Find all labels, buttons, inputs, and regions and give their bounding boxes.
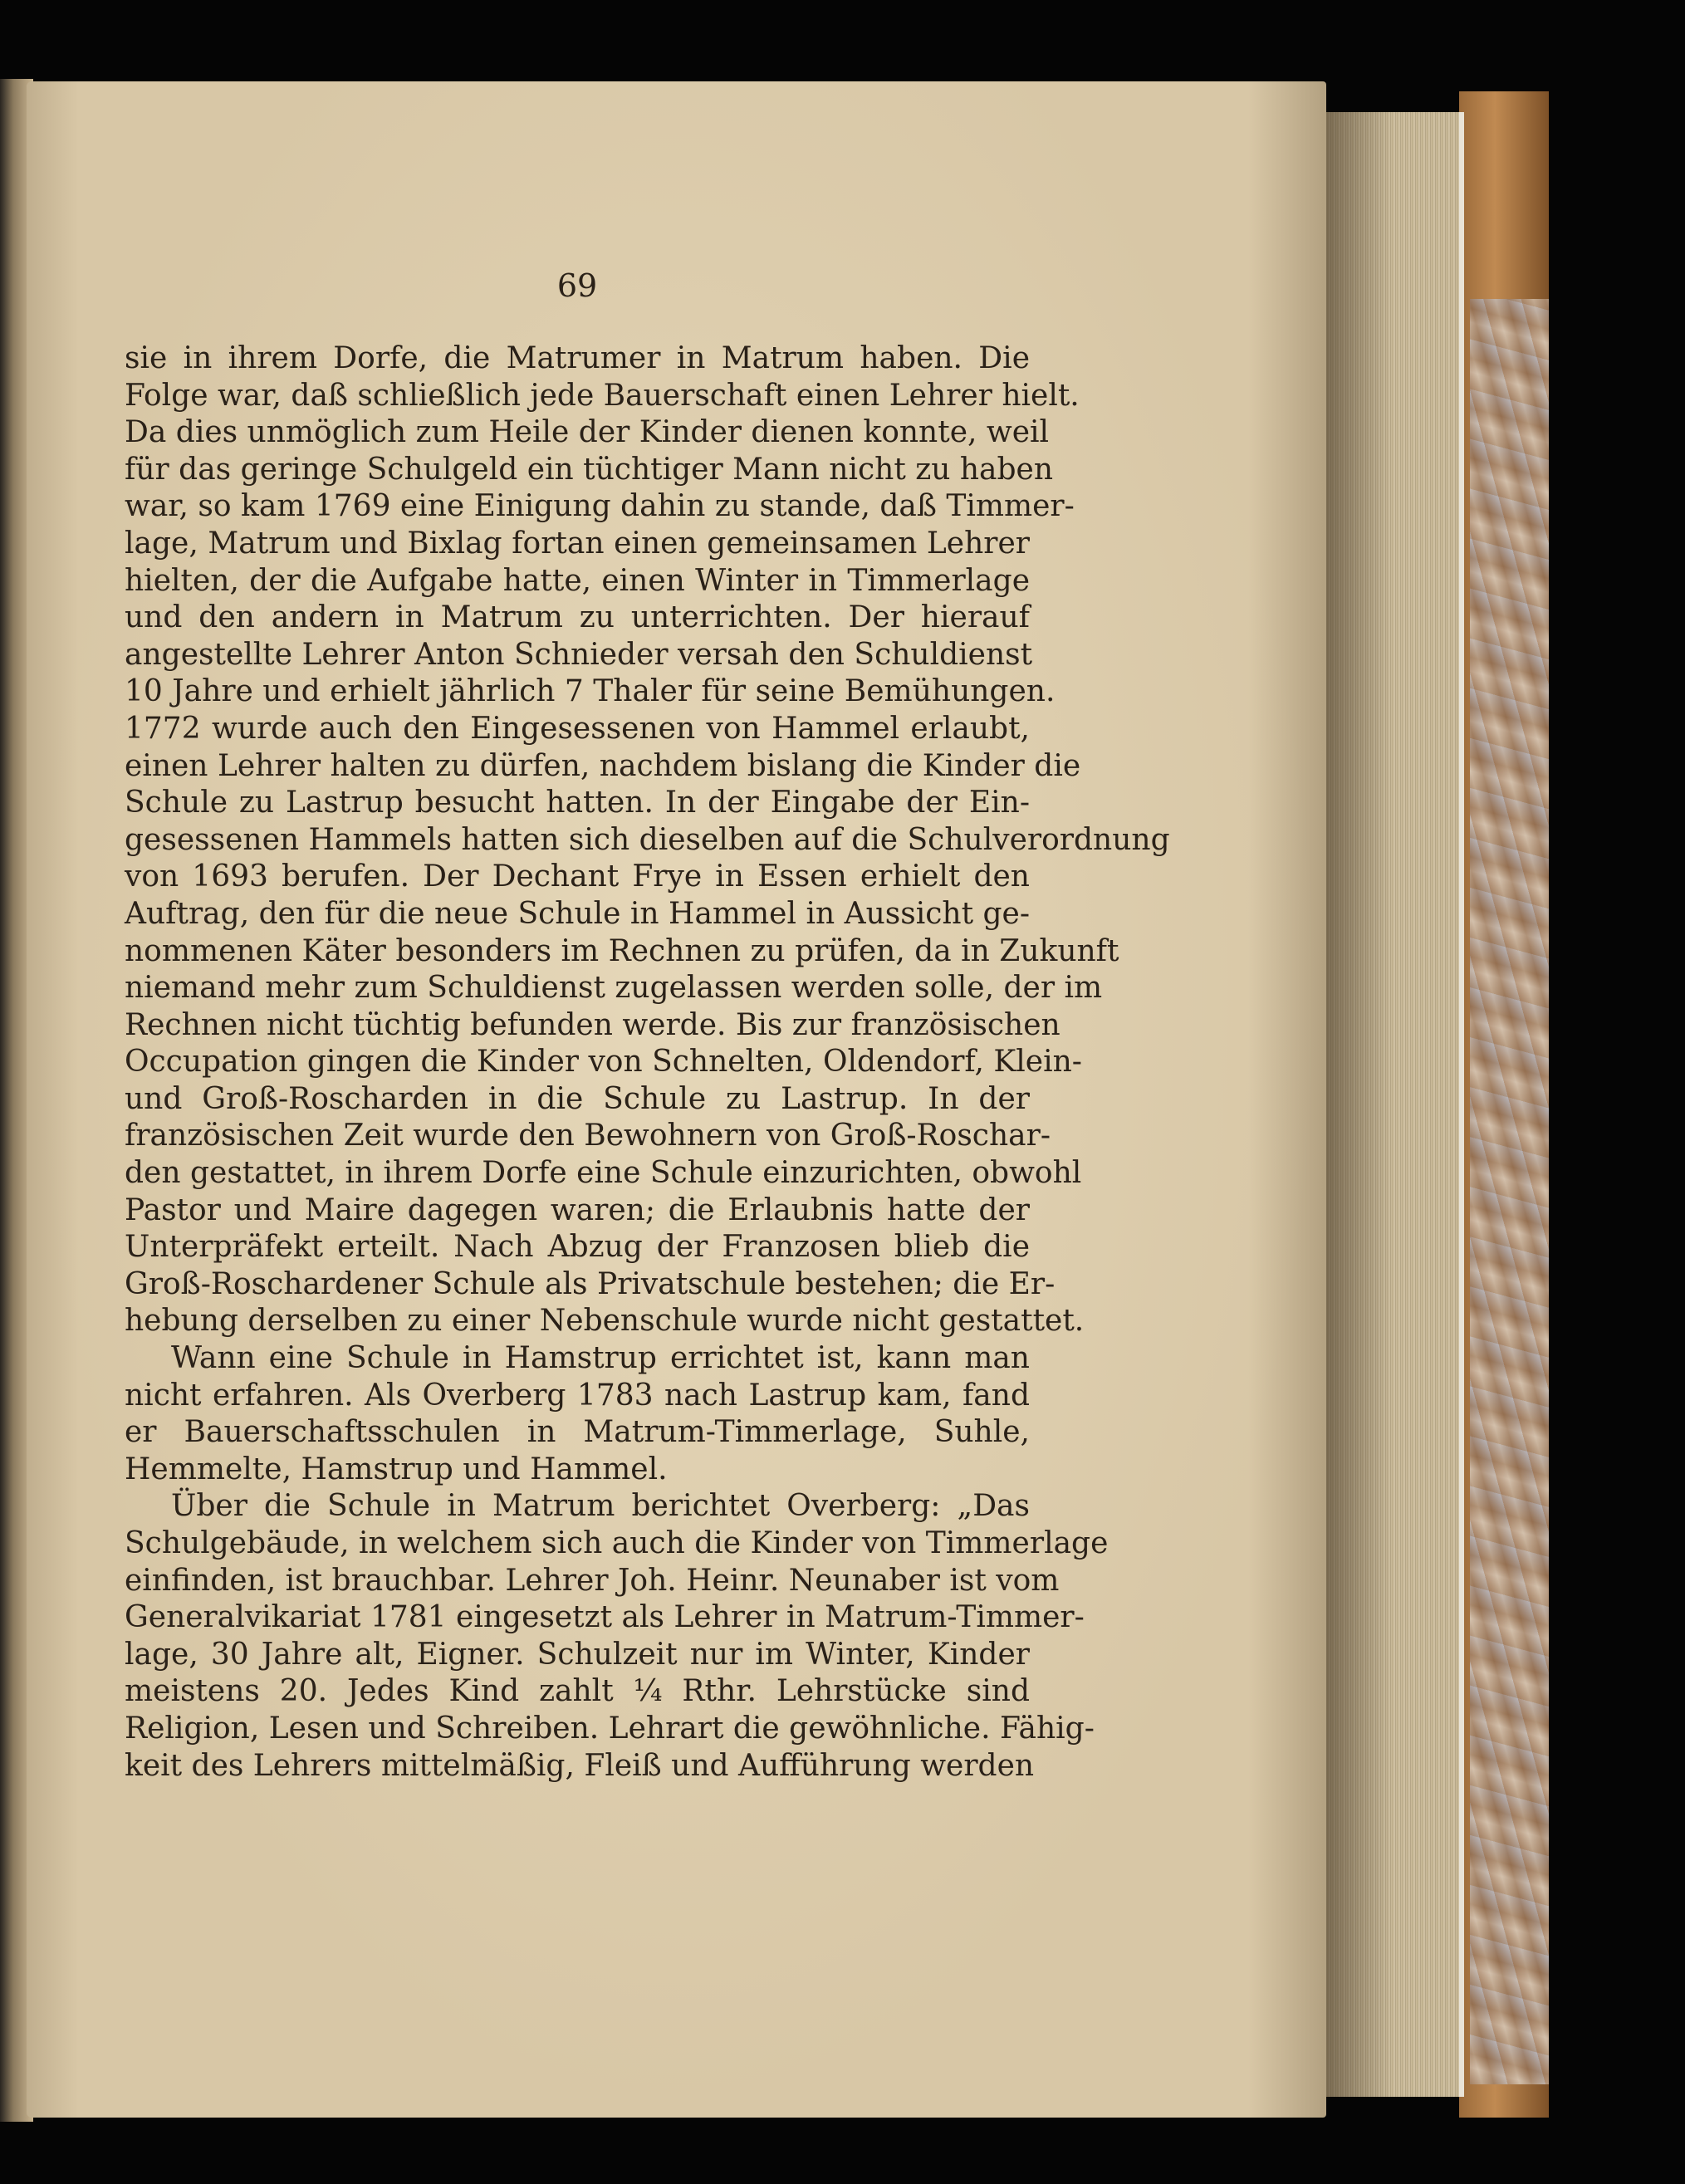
text-line: Über die Schule in Matrum berichtet Overberg: „Das bbox=[171, 1489, 1030, 1524]
text-line: Hemmelte, Hamstrup und Hammel. bbox=[125, 1452, 668, 1486]
text-line: keit des Lehrers mittelmäßig, Fleiß und Aufführung werden bbox=[125, 1748, 1035, 1783]
text-line: einen Lehrer halten zu dürfen, nachdem bislang die Kinder die bbox=[125, 748, 1081, 783]
text-line: Unterpräfekt erteilt. Nach Abzug der Franzosen blieb die bbox=[125, 1230, 1030, 1265]
text-line: französischen Zeit wurde den Bewohnern von Groß-Roschar- bbox=[125, 1119, 1051, 1153]
text-line: lage, Matrum und Bixlag fortan einen gemeinsamen Lehrer bbox=[125, 526, 1030, 561]
text-line: lage, 30 Jahre alt, Eigner. Schulzeit nur im Winter, Kinder bbox=[125, 1637, 1030, 1672]
text-line: Auftrag, den für die neue Schule in Hammel in Aussicht ge- bbox=[125, 896, 1031, 931]
text-line: gesessenen Hammels hatten sich dieselben auf die Schulverordnung bbox=[125, 822, 1170, 857]
text-line: sie in ihrem Dorfe, die Matrumer in Matrum haben. Die bbox=[125, 341, 1030, 375]
text-line: er Bauerschaftsschulen in Matrum-Timmerlage, Suhle, bbox=[125, 1415, 1030, 1450]
text-line: Occupation gingen die Kinder von Schnelten, Oldendorf, Klein- bbox=[125, 1045, 1082, 1080]
text-line: angestellte Lehrer Anton Schnieder versah den Schuldienst bbox=[125, 637, 1033, 672]
text-line: hebung derselben zu einer Nebenschule wurde nicht gestattet. bbox=[125, 1304, 1085, 1339]
text-line: Generalvikariat 1781 eingesetzt als Lehrer in Matrum-Timmer- bbox=[125, 1600, 1085, 1635]
text-line: Schule zu Lastrup besucht hatten. In der Eingabe der Ein- bbox=[125, 786, 1030, 820]
text-line: hielten, der die Aufgabe hatte, einen Winter in Timmerlage bbox=[125, 563, 1030, 598]
text-line: Wann eine Schule in Hamstrup errichtet ist, kann man bbox=[171, 1341, 1030, 1376]
text-line: war, so kam 1769 eine Einigung dahin zu stande, daß Timmer- bbox=[125, 489, 1075, 524]
text-line: Pastor und Maire dagegen waren; die Erlaubnis hatte der bbox=[125, 1192, 1030, 1227]
text-line: Religion, Lesen und Schreiben. Lehrart die gewöhnliche. Fähig- bbox=[125, 1711, 1095, 1746]
text-line: den gestattet, in ihrem Dorfe eine Schule einzurichten, obwohl bbox=[125, 1156, 1082, 1191]
text-line: nommenen Käter besonders im Rechnen zu prüfen, da in Zukunft bbox=[125, 933, 1119, 968]
page-gutter-shadow bbox=[1326, 112, 1393, 2097]
text-line: meistens 20. Jedes Kind zahlt ¼ Rthr. Lehrstücke sind bbox=[125, 1674, 1030, 1709]
page-number: 69 bbox=[556, 267, 598, 304]
text-line: und Groß-Roscharden in die Schule zu Lastrup. In der bbox=[125, 1081, 1030, 1116]
text-line: 10 Jahre und erhielt jährlich 7 Thaler für seine Bemühungen. bbox=[125, 674, 1056, 709]
text-line: für das geringe Schulgeld ein tüchtiger Mann nicht zu haben bbox=[125, 452, 1054, 487]
text-line: 1772 wurde auch den Eingesessenen von Hammel erlaubt, bbox=[125, 711, 1030, 746]
text-line: Rechnen nicht tüchtig befunden werde. Bis zur französischen bbox=[125, 1007, 1060, 1042]
text-line: niemand mehr zum Schuldienst zugelassen werden solle, der im bbox=[125, 971, 1103, 1006]
marbled-endpaper bbox=[1470, 299, 1549, 2084]
text-line: Folge war, daß schließlich jede Bauerschaft einen Lehrer hielt. bbox=[125, 378, 1080, 413]
text-line: nicht erfahren. Als Overberg 1783 nach Lastrup kam, fand bbox=[125, 1378, 1030, 1413]
text-line: Groß-Roschardener Schule als Privatschule bestehen; die Er- bbox=[125, 1266, 1056, 1301]
body-text bbox=[125, 340, 1170, 1785]
text-line: von 1693 berufen. Der Dechant Frye in Essen erhielt den bbox=[125, 859, 1030, 894]
text-line: und den andern in Matrum zu unterrichten. Der hierauf bbox=[125, 600, 1030, 635]
text-line: Schulgebäude, in welchem sich auch die Kinder von Timmerlage bbox=[125, 1526, 1109, 1560]
text-line: Da dies unmöglich zum Heile der Kinder dienen konnte, weil bbox=[125, 415, 1050, 450]
text-line: einfinden, ist brauchbar. Lehrer Joh. Heinr. Neunaber ist vom bbox=[125, 1563, 1060, 1598]
